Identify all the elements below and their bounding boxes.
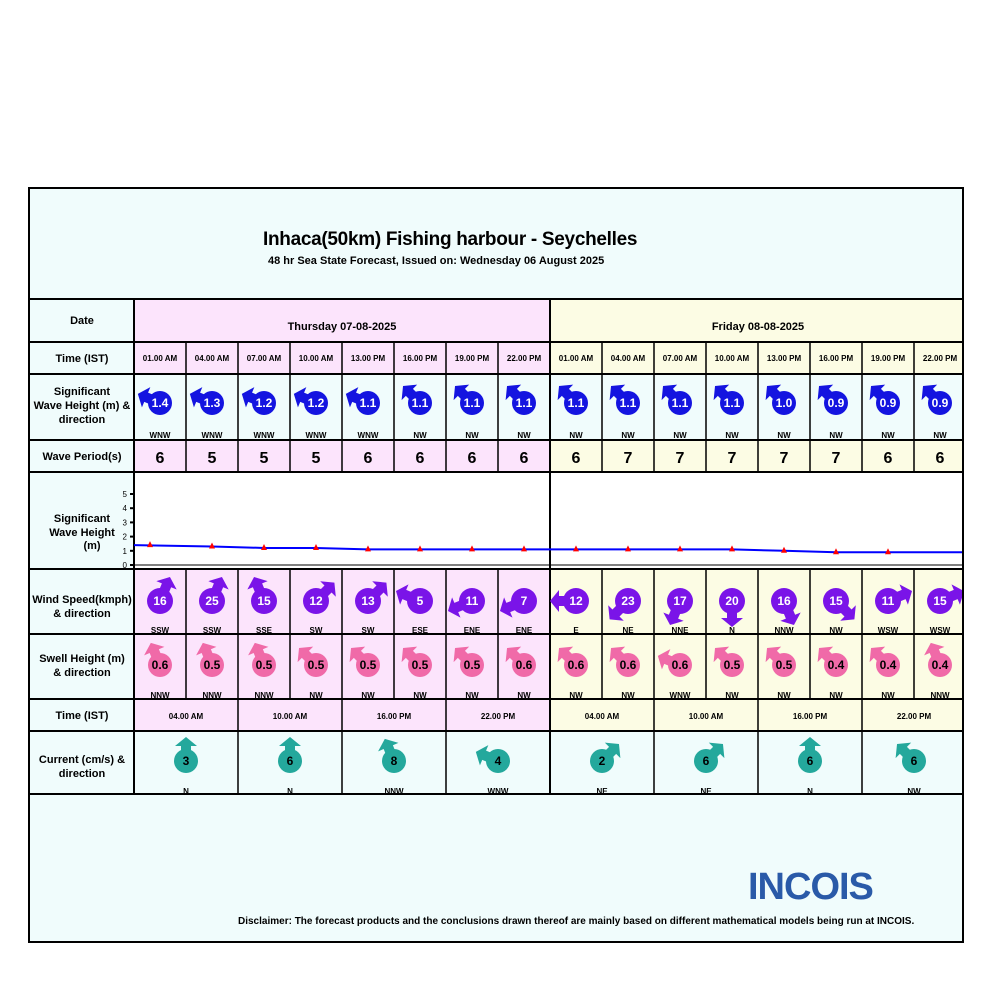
wind-direction-label: WSW <box>877 626 899 635</box>
swell-height-value: 0.5 <box>775 658 793 672</box>
swell-height-value: 0.5 <box>255 658 273 672</box>
wind-direction-label: SSE <box>255 626 273 635</box>
wave-direction-label: NW <box>517 431 531 440</box>
wind-speed-value: 5 <box>416 594 424 608</box>
day2-band-swell <box>550 634 962 699</box>
current-speed-value: 6 <box>910 754 918 768</box>
chart-y-tick-label: 0 <box>122 561 127 570</box>
swell-height-value: 0.6 <box>151 658 169 672</box>
wave-period-value: 6 <box>155 450 165 467</box>
current-time-label: 22.00 PM <box>480 712 516 721</box>
page-title: Inhaca(50km) Fishing harbour - Seychelles <box>263 229 638 250</box>
wave-direction-label: NW <box>725 431 739 440</box>
day2-band-period <box>550 440 962 472</box>
current-direction-label: NW <box>907 787 921 796</box>
wind-speed-value: 11 <box>881 594 895 608</box>
current-time-label: 10.00 AM <box>688 712 724 721</box>
wave-period-value: 6 <box>415 450 425 467</box>
time-label: 19.00 PM <box>454 354 490 363</box>
wave-direction-label: NW <box>777 431 791 440</box>
current-direction-label: WNW <box>487 787 509 796</box>
swell-height-value: 0.5 <box>203 658 221 672</box>
swell-height-value: 0.5 <box>359 658 377 672</box>
row-label-date: Date <box>70 315 94 327</box>
wave-direction-label: NW <box>933 431 947 440</box>
row-label-wind_1: Wind Speed(kmph) <box>32 594 132 606</box>
current-time-label: 22.00 PM <box>896 712 932 721</box>
wind-speed-value: 12 <box>569 594 583 608</box>
time-label: 10.00 AM <box>298 354 334 363</box>
chart-y-tick-label: 1 <box>122 546 127 556</box>
wind-direction-label: NNE <box>671 626 689 635</box>
time-label: 07.00 AM <box>246 354 282 363</box>
swell-direction-label: NW <box>569 691 583 700</box>
current-time-label: 04.00 AM <box>584 712 620 721</box>
wave-direction-label: WNW <box>201 431 223 440</box>
wind-speed-value: 15 <box>933 594 947 608</box>
row-label-wave_height_3: direction <box>58 414 106 426</box>
wave-height-value: 1.1 <box>359 396 377 410</box>
current-speed-value: 4 <box>494 754 502 768</box>
wind-speed-value: 17 <box>673 594 687 608</box>
day-label: Friday 08-08-2025 <box>711 321 805 333</box>
row-label-wave_height_2: Wave Height (m) & <box>33 400 131 412</box>
wave-period-value: 5 <box>207 450 217 467</box>
logo-text: INCOIS <box>748 866 873 908</box>
wave-height-value: 1.4 <box>151 396 169 410</box>
swell-direction-label: NW <box>725 691 739 700</box>
wave-height-value: 1.0 <box>775 396 793 410</box>
wave-direction-label: NW <box>621 431 635 440</box>
swell-height-value: 0.4 <box>931 658 949 672</box>
time-label: 22.00 PM <box>922 354 958 363</box>
time-label: 07.00 AM <box>662 354 698 363</box>
swell-height-value: 0.5 <box>723 658 741 672</box>
time-label: 19.00 PM <box>870 354 906 363</box>
wave-height-value: 1.1 <box>619 396 637 410</box>
time-label: 22.00 PM <box>506 354 542 363</box>
row-label-sig_wave_1: Significant <box>53 513 111 525</box>
row-label-sig_wave_3: (m) <box>83 540 101 552</box>
swell-direction-label: NNW <box>254 691 274 700</box>
wave-height-value: 1.3 <box>203 396 221 410</box>
swell-direction-label: NNW <box>150 691 170 700</box>
row-label-time2: Time (IST) <box>55 710 109 722</box>
current-direction-label: N <box>807 787 813 796</box>
page-subtitle: 48 hr Sea State Forecast, Issued on: Wednesday 06 August 2025 <box>268 255 605 267</box>
wave-height-value: 0.9 <box>879 396 897 410</box>
wind-direction-label: ENE <box>515 626 533 635</box>
wind-speed-value: 12 <box>309 594 323 608</box>
time-label: 13.00 PM <box>350 354 386 363</box>
swell-direction-label: NW <box>465 691 479 700</box>
wind-speed-value: 16 <box>777 594 791 608</box>
wind-direction-label: SSW <box>150 626 170 635</box>
swell-direction-label: NNW <box>202 691 222 700</box>
current-time-label: 10.00 AM <box>272 712 308 721</box>
swell-height-value: 0.6 <box>619 658 637 672</box>
day-label: Thursday 07-08-2025 <box>287 321 397 333</box>
wave-height-value: 1.1 <box>567 396 585 410</box>
wave-direction-label: NW <box>881 431 895 440</box>
swell-height-value: 0.4 <box>827 658 845 672</box>
wave-direction-label: WNW <box>305 431 327 440</box>
swell-height-value: 0.6 <box>567 658 585 672</box>
wave-direction-label: NW <box>673 431 687 440</box>
swell-height-value: 0.6 <box>671 658 689 672</box>
swell-direction-label: NW <box>517 691 531 700</box>
current-time-label: 16.00 PM <box>376 712 412 721</box>
wave-direction-label: NW <box>465 431 479 440</box>
wind-speed-value: 23 <box>621 594 635 608</box>
time-label: 13.00 PM <box>766 354 802 363</box>
swell-direction-label: NW <box>777 691 791 700</box>
forecast-panel <box>28 187 964 943</box>
time-label: 04.00 AM <box>610 354 646 363</box>
wave-height-value: 1.2 <box>255 396 273 410</box>
wind-direction-label: SW <box>361 626 375 635</box>
wave-height-value: 1.1 <box>671 396 689 410</box>
wave-period-value: 7 <box>623 450 633 467</box>
wind-direction-label: NNW <box>774 626 794 635</box>
chart-y-tick-label: 4 <box>122 504 127 514</box>
wind-direction-label: ESE <box>411 626 429 635</box>
current-speed-value: 6 <box>286 754 294 768</box>
wave-period-value: 6 <box>883 450 893 467</box>
row-label-swell_1: Swell Height (m) <box>39 653 125 665</box>
chart-y-tick-label: 2 <box>122 532 127 542</box>
wave-period-value: 7 <box>779 450 789 467</box>
current-speed-value: 6 <box>806 754 814 768</box>
wind-direction-label: WSW <box>929 626 951 635</box>
wave-period-value: 6 <box>467 450 477 467</box>
swell-direction-label: NW <box>309 691 323 700</box>
time-label: 16.00 PM <box>402 354 438 363</box>
swell-direction-label: NW <box>881 691 895 700</box>
wave-height-value: 1.1 <box>515 396 533 410</box>
current-direction-label: NE <box>700 787 712 796</box>
wind-speed-value: 13 <box>361 594 375 608</box>
time-label: 01.00 AM <box>558 354 594 363</box>
wind-speed-value: 20 <box>725 594 739 608</box>
wave-direction-label: WNW <box>149 431 171 440</box>
wave-period-value: 7 <box>675 450 685 467</box>
swell-direction-label: NNW <box>930 691 950 700</box>
wave-direction-label: WNW <box>253 431 275 440</box>
wave-height-value: 0.9 <box>931 396 949 410</box>
wave-period-value: 5 <box>259 450 269 467</box>
wind-direction-label: NW <box>829 626 843 635</box>
wind-speed-value: 25 <box>205 594 219 608</box>
current-time-label: 16.00 PM <box>792 712 828 721</box>
row-label-wave_period: Wave Period(s) <box>42 451 122 463</box>
wave-height-value: 1.2 <box>307 396 325 410</box>
wave-period-value: 5 <box>311 450 321 467</box>
wave-period-value: 6 <box>363 450 373 467</box>
swell-height-value: 0.6 <box>515 658 533 672</box>
wave-direction-label: WNW <box>357 431 379 440</box>
chart-band <box>134 472 962 569</box>
wave-period-value: 7 <box>727 450 737 467</box>
current-speed-value: 8 <box>390 754 398 768</box>
time-label: 16.00 PM <box>818 354 854 363</box>
current-time-label: 04.00 AM <box>168 712 204 721</box>
wave-height-value: 1.1 <box>723 396 741 410</box>
row-label-wave_height_1: Significant <box>53 386 111 398</box>
swell-direction-label: NW <box>361 691 375 700</box>
wave-direction-label: NW <box>829 431 843 440</box>
wave-period-value: 7 <box>831 450 841 467</box>
swell-direction-label: WNW <box>669 691 691 700</box>
chart-y-tick-label: 5 <box>122 490 127 499</box>
chart-y-tick-label: 3 <box>122 518 127 528</box>
row-label-sig_wave_2: Wave Height <box>49 527 115 539</box>
swell-height-value: 0.4 <box>879 658 897 672</box>
swell-direction-label: NW <box>621 691 635 700</box>
current-direction-label: N <box>287 787 293 796</box>
wind-speed-value: 15 <box>257 594 271 608</box>
wave-height-value: 1.1 <box>411 396 429 410</box>
swell-height-value: 0.5 <box>463 658 481 672</box>
wind-speed-value: 16 <box>153 594 167 608</box>
wave-direction-label: NW <box>569 431 583 440</box>
row-label-swell_2: & direction <box>53 667 111 679</box>
current-direction-label: N <box>183 787 189 796</box>
current-direction-label: NE <box>596 787 608 796</box>
wave-period-value: 6 <box>935 450 945 467</box>
time-label: 01.00 AM <box>142 354 178 363</box>
wind-speed-value: 11 <box>465 594 479 608</box>
row-label-current_2: direction <box>58 768 106 780</box>
wind-direction-label: SSW <box>202 626 222 635</box>
row-label-current_1: Current (cm/s) & <box>38 754 126 766</box>
wind-direction-label: NE <box>622 626 634 635</box>
swell-direction-label: NW <box>413 691 427 700</box>
current-direction-label: NNW <box>384 787 404 796</box>
swell-height-value: 0.5 <box>307 658 325 672</box>
current-speed-value: 6 <box>702 754 710 768</box>
row-label-time: Time (IST) <box>55 353 109 365</box>
wave-period-value: 6 <box>519 450 529 467</box>
disclaimer: Disclaimer: The forecast products and the conclusions drawn thereof are mainly based on different mathematical models being run at INCOIS. <box>238 916 915 927</box>
wave-height-value: 0.9 <box>827 396 845 410</box>
time-label: 10.00 AM <box>714 354 750 363</box>
time-label: 04.00 AM <box>194 354 230 363</box>
wind-direction-label: E <box>573 626 579 635</box>
wave-period-value: 6 <box>571 450 581 467</box>
current-speed-value: 2 <box>598 754 606 768</box>
wind-speed-value: 7 <box>520 594 528 608</box>
forecast-grid <box>30 189 962 941</box>
wind-speed-value: 15 <box>829 594 843 608</box>
wind-direction-label: SW <box>309 626 323 635</box>
swell-direction-label: NW <box>829 691 843 700</box>
wind-direction-label: ENE <box>463 626 481 635</box>
swell-height-value: 0.5 <box>411 658 429 672</box>
wind-direction-label: N <box>729 626 735 635</box>
wave-direction-label: NW <box>413 431 427 440</box>
current-speed-value: 3 <box>182 754 190 768</box>
incois-logo <box>744 849 894 909</box>
row-label-wind_2: & direction <box>53 608 111 620</box>
wave-height-value: 1.1 <box>463 396 481 410</box>
